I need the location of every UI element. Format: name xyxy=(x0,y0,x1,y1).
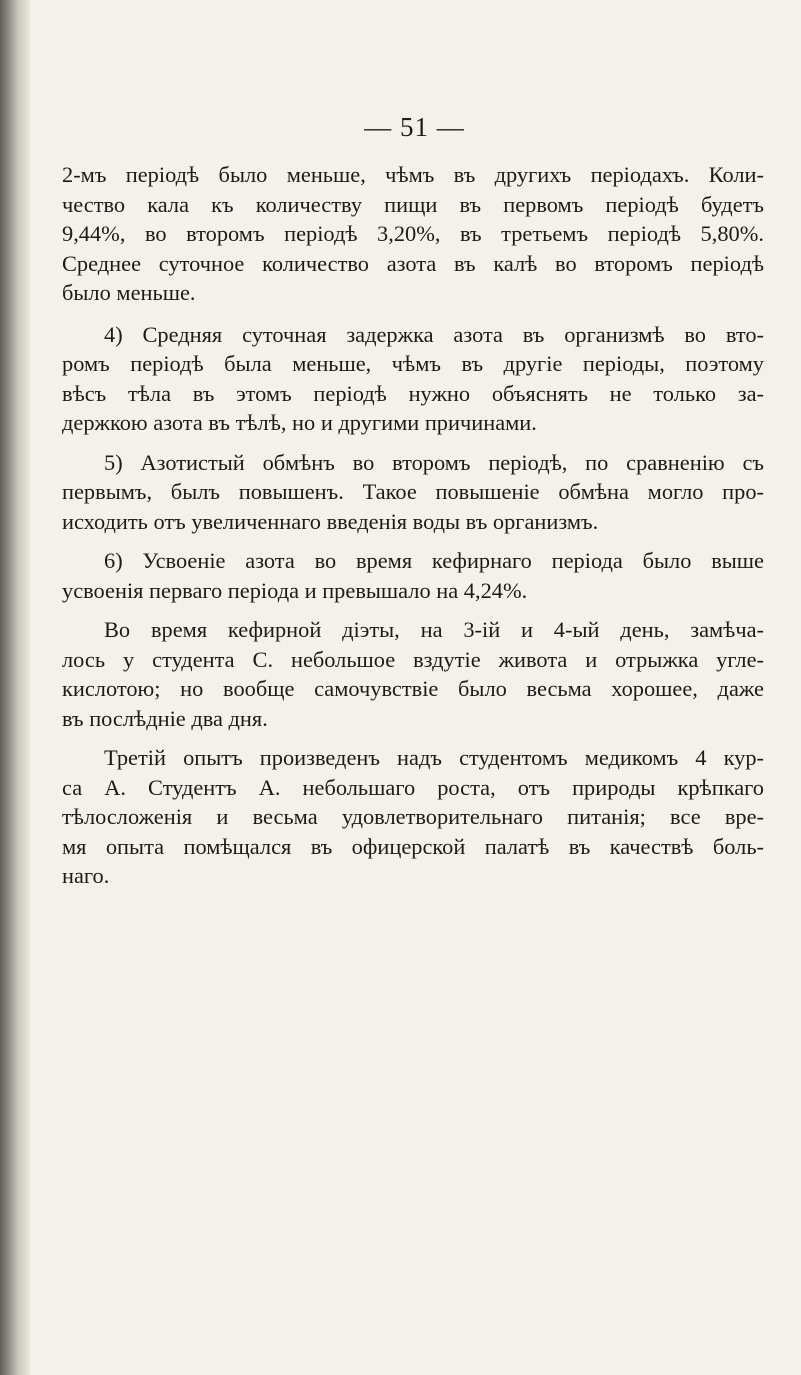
text-line: Среднее суточное количество азота въ калѣ во второмъ періодѣ xyxy=(62,250,764,276)
text-line: Во время кефирной діэты, на 3-ій и 4-ый день, замѣча- xyxy=(104,617,764,642)
text-line: кислотою; но вообще самочувствіе было весьма хорошее, даже xyxy=(62,676,764,701)
text-line: первымъ, былъ повышенъ. Такое повышеніе обмѣна могло про- xyxy=(62,479,764,504)
paragraph-2 xyxy=(62,320,764,438)
text-line: было меньше. xyxy=(62,280,196,305)
text-line: усвоенія перваго періода и превышало на 4,24%. xyxy=(62,577,528,603)
text-line: ромъ періодѣ была меньше, чѣмъ въ другіе періоды, поэтому xyxy=(62,351,764,376)
text-line: 5) Азотистый обмѣнъ во второмъ періодѣ, по сравненію съ xyxy=(104,449,764,475)
body-text xyxy=(62,160,764,901)
text-line: са А. Студентъ А. небольшаго роста, отъ природы крѣпкаго xyxy=(62,774,764,800)
paragraph-4 xyxy=(62,546,764,605)
text-line: держкою азота въ тѣлѣ, но и другими причинами. xyxy=(62,410,537,435)
text-line: исходить отъ увеличеннаго введенія воды въ организмъ. xyxy=(62,508,599,534)
text-line: тѣлосложенія и весьма удовлетворительнаго питанія; все вре- xyxy=(62,804,764,829)
text-line: 4) Средняя суточная задержка азота въ организмѣ во вто- xyxy=(104,321,764,347)
page-number: — 51 — xyxy=(364,112,465,142)
text-line: мя опыта помѣщался въ офицерской палатѣ въ качествѣ боль- xyxy=(62,833,764,859)
text-line: 2-мъ періодѣ было меньше, чѣмъ въ другихъ періодахъ. Коли- xyxy=(62,162,764,187)
text-line: наго. xyxy=(62,863,110,888)
text-line: 9,44%, во второмъ періодѣ 3,20%, въ третьемъ періодѣ 5,80%. xyxy=(62,221,764,246)
text-line: 6) Усвоеніе азота во время кефирнаго періода было выше xyxy=(104,548,764,573)
text-line: чество кала къ количеству пищи въ первомъ періодѣ будетъ xyxy=(62,191,764,217)
page-binding-edge xyxy=(0,0,30,1375)
text-line: лось у студента С. небольшое вздутіе живота и отрыжка угле- xyxy=(62,646,764,672)
paragraph-5 xyxy=(62,615,764,733)
text-line: въ послѣдніе два дня. xyxy=(62,705,268,731)
text-line: Третій опытъ произведенъ надъ студентомъ медикомъ 4 кур- xyxy=(104,745,764,770)
paragraph-6 xyxy=(62,743,764,891)
paragraph-3 xyxy=(62,448,764,537)
paragraph-1 xyxy=(62,160,764,308)
text-line: вѣсъ тѣла въ этомъ періодѣ нужно объяснять не только за- xyxy=(62,380,764,406)
